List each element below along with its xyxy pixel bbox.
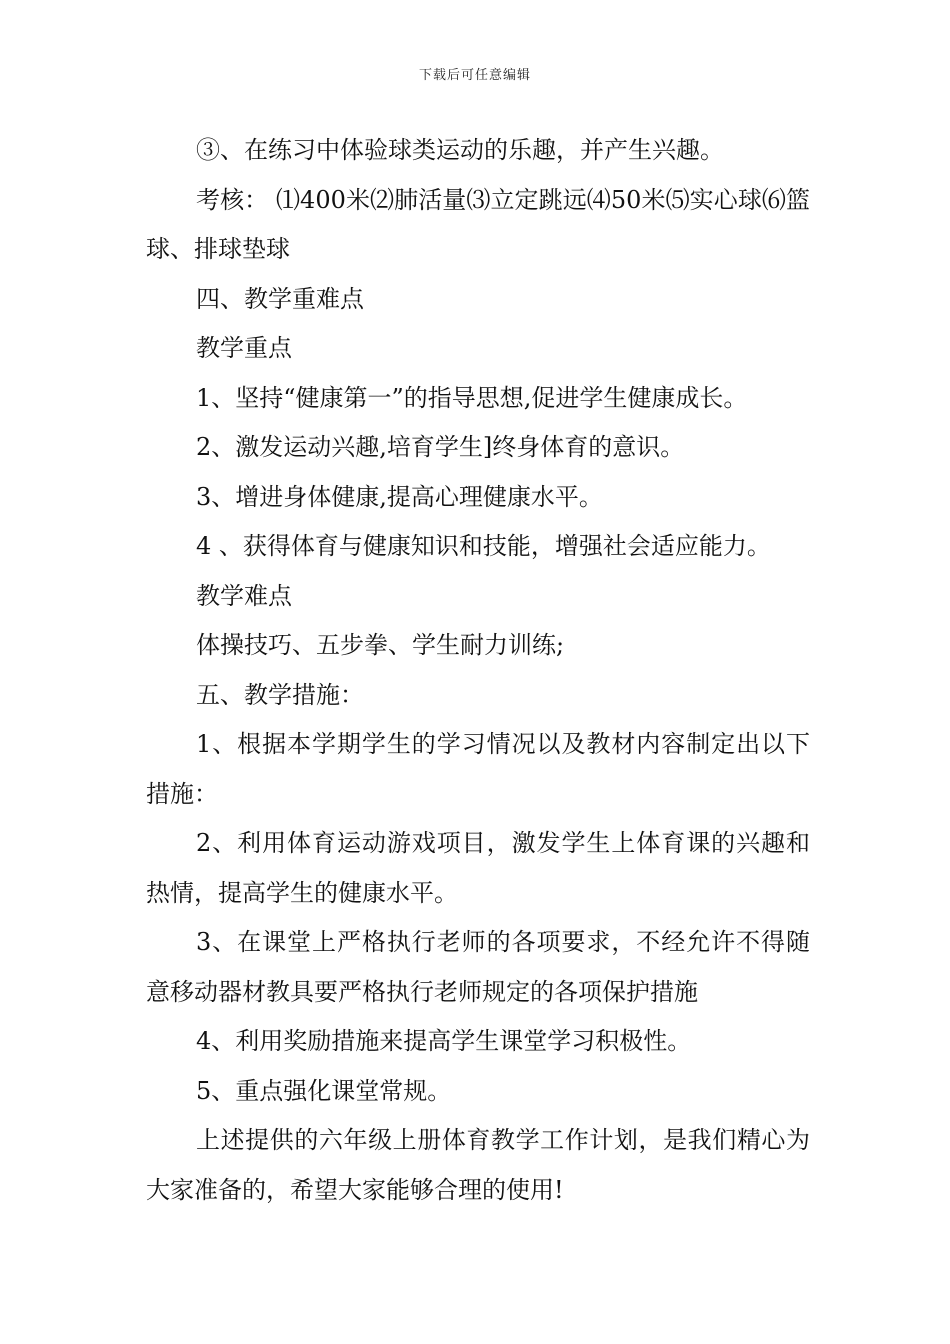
list-item-measure-4: 4、利用奖励措施来提高学生课堂学习积极性。 [196, 1027, 692, 1055]
list-item-measure-1: 1、根据本学期学生的学习情况以及教材内容制定出以下措施： [146, 730, 810, 808]
list-item-key-4: 4 、获得体育与健康知识和技能，增强社会适应能力。 [196, 532, 771, 560]
list-item-key-2: 2、激发运动兴趣,培育学生]终身体育的意识。 [196, 433, 685, 461]
list-item-key-1: 1、坚持“健康第一”的指导思想,促进学生健康成长。 [196, 383, 748, 412]
list-item-key-3: 3、增进身体健康,提高心理健康水平。 [196, 482, 603, 511]
list-item-measure-3: 3、在课堂上严格执行老师的各项要求，不经允许不得随意移动器材教具要严格执行老师规定的各项保护措施 [146, 928, 810, 1006]
section-heading-key-difficult-points: 四、教学重难点 [196, 284, 364, 313]
document-body [146, 126, 810, 1215]
subheading-key-points: 教学重点 [196, 334, 292, 362]
paragraph-closing: 上述提供的六年级上册体育教学工作计划，是我们精心为大家准备的，希望大家能够合理的使用! [146, 1126, 810, 1204]
section-heading-measures: 五、教学措施： [196, 680, 364, 709]
list-item-measure-5: 5、重点强化课堂常规。 [196, 1076, 452, 1105]
list-item-measure-2: 2、利用体育运动游戏项目，激发学生上体育课的兴趣和热情，提高学生的健康水平。 [146, 829, 810, 907]
paragraph-goal-3: ③、在练习中体验球类运动的乐趣，并产生兴趣。 [196, 136, 724, 164]
subheading-difficult-points: 教学难点 [196, 581, 292, 610]
paragraph-assessment: 考核： ⑴400米⑵肺活量⑶立定跳远⑷50米⑸实心球⑹篮球、排球垫球 [146, 185, 810, 263]
page-header: 下载后可任意编辑 [418, 68, 531, 83]
paragraph-difficult-points: 体操技巧、五步拳、学生耐力训练; [196, 631, 565, 659]
